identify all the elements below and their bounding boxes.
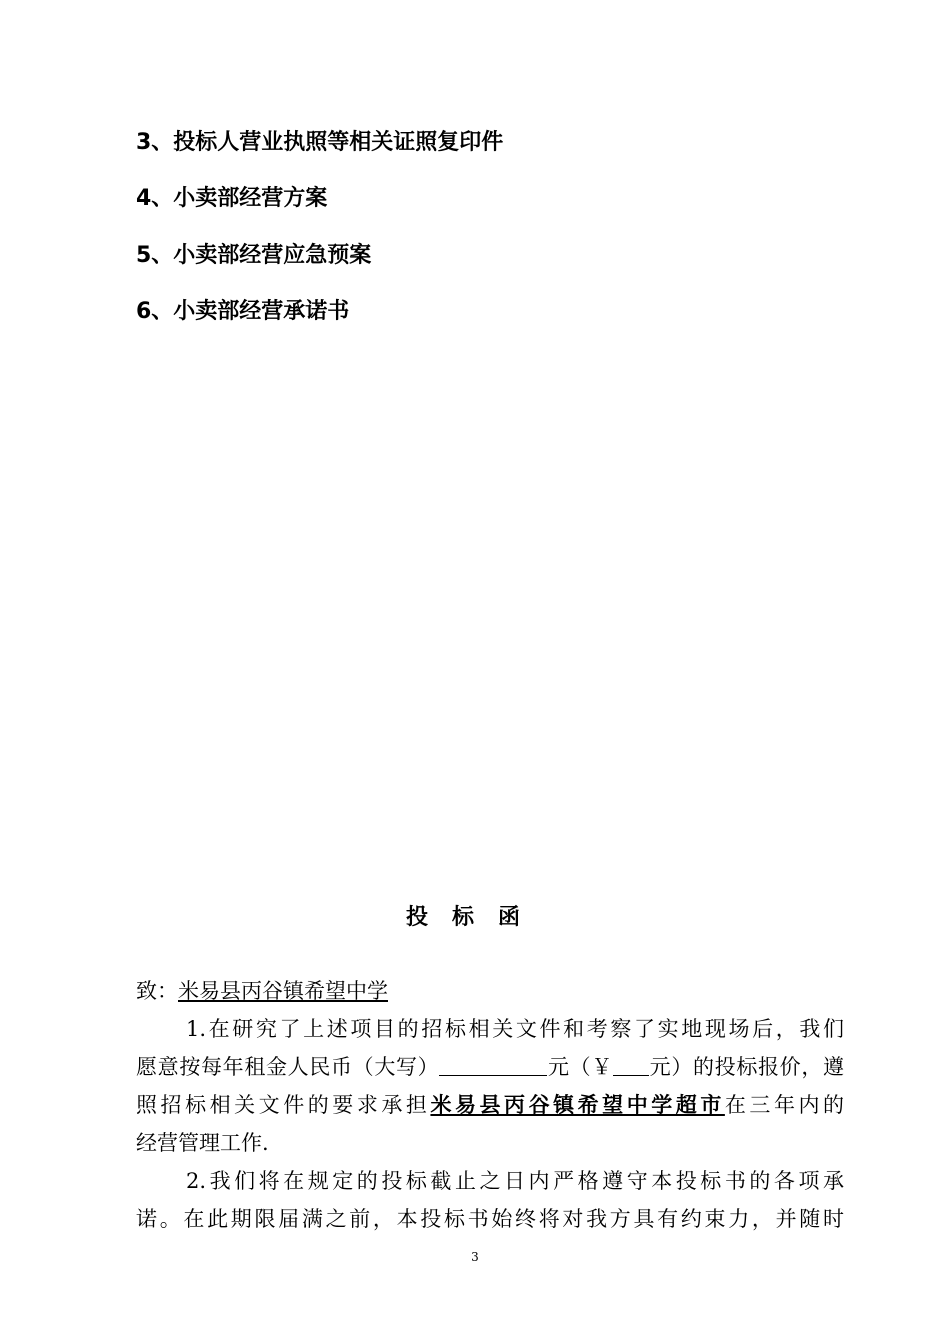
- para1-line-1: 1.在研究了上述项目的招标相关文件和考察了实地现场后，我们: [186, 1017, 844, 1041]
- paragraph-2: [136, 1162, 844, 1238]
- list-item-4: 4、小卖部经营方案: [136, 186, 328, 211]
- paragraph-1: [136, 1010, 844, 1162]
- para2-line-1: 2.我们将在规定的投标截止之日内严格遵守本投标书的各项承: [186, 1169, 844, 1193]
- amount-words-blank[interactable]: [439, 1055, 547, 1076]
- para2-line-2: 诺。在此期限届满之前，本投标书始终将对我方具有约束力，并随时: [136, 1207, 844, 1231]
- letter-title: 投标函: [405, 905, 544, 930]
- para1-line-3: 照招标相关文件的要求承担米易县丙谷镇希望中学超市在三年内的: [136, 1093, 845, 1117]
- addressee: [136, 972, 844, 1010]
- para1-line-4: 经营管理工作.: [136, 1131, 269, 1155]
- para1-line-2: 愿意按每年租金人民币（大写） 元（￥ 元）的投标报价，遵: [136, 1055, 845, 1079]
- list-item-6: 6、小卖部经营承诺书: [136, 299, 350, 324]
- project-name: 米易县丙谷镇希望中学超市: [430, 1093, 725, 1117]
- list-item-5: 5、小卖部经营应急预案: [136, 243, 372, 268]
- amount-number-blank[interactable]: [613, 1055, 649, 1076]
- page-number: 3: [471, 1250, 479, 1264]
- list-item-3: 3、投标人营业执照等相关证照复印件: [136, 130, 504, 155]
- addressee-prefix: 致：: [136, 979, 178, 1003]
- addressee-name: 米易县丙谷镇希望中学: [178, 979, 388, 1003]
